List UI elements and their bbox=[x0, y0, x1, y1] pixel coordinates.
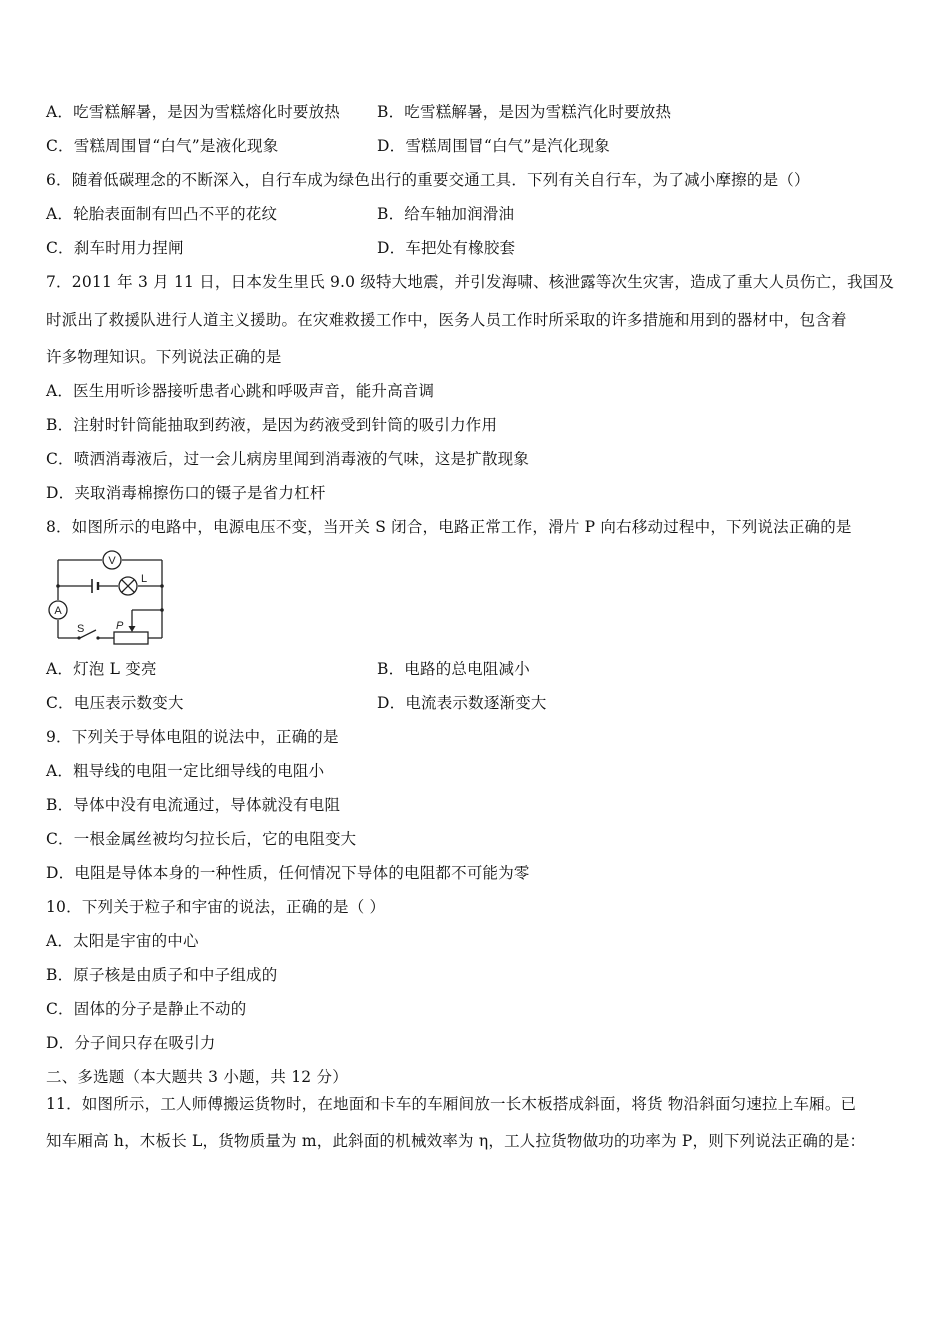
q6-option-d: D．车把处有橡胶套 bbox=[377, 239, 516, 257]
voltmeter-label: V bbox=[108, 555, 116, 567]
switch-label: S bbox=[77, 623, 85, 635]
q8-option-b: B．电路的总电阻减小 bbox=[377, 660, 530, 678]
junction-right-mid bbox=[160, 584, 164, 588]
circuit-diagram bbox=[44, 548, 174, 648]
q7-stem-line-3: 许多物理知识。下列说法正确的是 bbox=[46, 348, 282, 366]
rheostat-body bbox=[114, 632, 148, 644]
slider-label: P bbox=[116, 620, 124, 632]
q5-option-b: B．吃雪糕解暑，是因为雪糕汽化时要放热 bbox=[377, 103, 672, 121]
q8-option-c: C．电压表示数变大 bbox=[46, 694, 184, 712]
junction-left bbox=[56, 584, 60, 588]
q10-stem: 10．下列关于粒子和宇宙的说法，正确的是（ ） bbox=[46, 898, 386, 916]
q8-option-d: D．电流表示数逐渐变大 bbox=[377, 694, 547, 712]
switch-contact-right bbox=[96, 636, 99, 639]
q9-stem: 9．下列关于导体电阻的说法中，正确的是 bbox=[46, 728, 339, 746]
q5-option-a: A．吃雪糕解暑，是因为雪糕熔化时要放热 bbox=[46, 103, 340, 121]
q8-stem: 8．如图所示的电路中，电源电压不变，当开关 S 闭合，电路正常工作，滑片 P 向右移动过程中，下列说法正确的是 bbox=[46, 518, 852, 536]
q7-stem-line-2: 时派出了救援队进行人道主义援助。在灾难救援工作中，医务人员工作时所采取的许多措施和用到的器材中，包含着 bbox=[46, 311, 847, 329]
q5-option-c: C．雪糕周围冒“白气”是液化现象 bbox=[46, 137, 279, 155]
lamp-label: L bbox=[141, 573, 148, 585]
q8-option-a: A．灯泡 L 变亮 bbox=[46, 660, 157, 678]
q9-option-b: B．导体中没有电流通过，导体就没有电阻 bbox=[46, 796, 341, 814]
q6-option-a: A．轮胎表面制有凹凸不平的花纹 bbox=[46, 205, 278, 223]
q9-option-c: C．一根金属丝被均匀拉长后，它的电阻变大 bbox=[46, 830, 357, 848]
q6-option-c: C．刹车时用力捏闸 bbox=[46, 239, 184, 257]
q6-option-b: B．给车轴加润滑油 bbox=[377, 205, 515, 223]
section-2-title: 二、多选题（本大题共 3 小题，共 12 分） bbox=[46, 1068, 348, 1086]
q7-option-a: A．医生用听诊器接听患者心跳和呼吸声音，能升高音调 bbox=[46, 382, 435, 400]
junction-right-slider bbox=[160, 608, 164, 612]
ammeter-label: A bbox=[54, 605, 62, 617]
q6-stem: 6．随着低碳理念的不断深入，自行车成为绿色出行的重要交通工具．下列有关自行车，为了减小摩擦的是（） bbox=[46, 171, 810, 189]
q5-option-d: D．雪糕周围冒“白气”是汽化现象 bbox=[377, 137, 610, 155]
q10-option-d: D．分子间只存在吸引力 bbox=[46, 1034, 216, 1052]
q7-option-c: C．喷洒消毒液后，过一会儿病房里闻到消毒液的气味，这是扩散现象 bbox=[46, 450, 530, 468]
q11-stem-line-2: 知车厢高 h，木板长 L，货物质量为 m，此斜面的机械效率为 η，工人拉货物做功的功率为 P，则下列说法正确的是： bbox=[46, 1132, 866, 1150]
q7-option-b: B．注射时针筒能抽取到药液，是因为药液受到针筒的吸引力作用 bbox=[46, 416, 498, 434]
q10-option-a: A．太阳是宇宙的中心 bbox=[46, 932, 199, 950]
q11-stem-line-1: 11．如图所示，工人师傅搬运货物时，在地面和卡车的车厢间放一长木板搭成斜面，将货 物沿斜面匀速拉上车厢。已 bbox=[46, 1095, 857, 1113]
q7-stem-line-1: 7．2011 年 3 月 11 日，日本发生里氏 9.0 级特大地震，并引发海啸、核泄露等次生灾害，造成了重大人员伤亡，我国及 bbox=[46, 273, 895, 291]
q10-option-b: B．原子核是由质子和中子组成的 bbox=[46, 966, 278, 984]
q7-option-d: D．夹取消毒棉擦伤口的镊子是省力杠杆 bbox=[46, 484, 326, 502]
slider-arrow bbox=[129, 626, 136, 632]
q10-option-c: C．固体的分子是静止不动的 bbox=[46, 1000, 247, 1018]
switch-contact-left bbox=[77, 636, 80, 639]
q9-option-a: A．粗导线的电阻一定比细导线的电阻小 bbox=[46, 762, 325, 780]
q9-option-d: D．电阻是导体本身的一种性质，任何情况下导体的电阻都不可能为零 bbox=[46, 864, 530, 882]
